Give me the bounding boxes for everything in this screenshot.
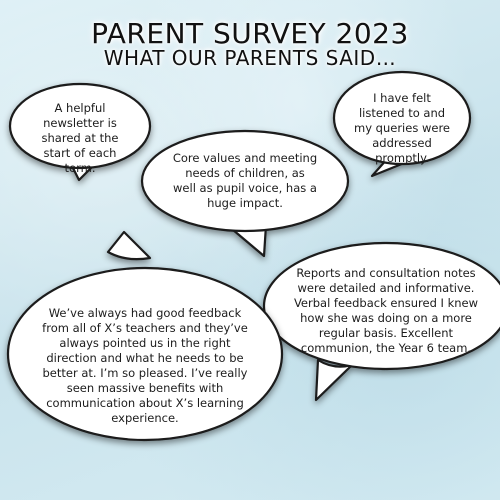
quote-newsletter: A helpful newsletter is shared at the start of each term. — [41, 101, 119, 175]
quote-listened: I have felt listened to and my queries were addressed promptly. — [354, 91, 451, 165]
page-subtitle: WHAT OUR PARENTS SAID… — [103, 46, 397, 70]
quote-core-values: Core values and meeting needs of children, as well as pupil voice, has a huge impact. — [172, 151, 318, 210]
page-title: PARENT SURVEY 2023 — [91, 17, 409, 50]
quote-reports: Reports and consultation notes were detailed and informative. Verbal feedback ensured I knew how she was doing on a more regular basis. Excellent communion, the Year 6 team. — [293, 266, 479, 355]
quote-feedback: We’ve always had good feedback from all of X’s teachers and they’ve always pointed us in the right direction and what he needs to be better at. I’m so pleased. I’ve really seen massive benefits with communication about X’s learning experience. — [42, 306, 248, 425]
